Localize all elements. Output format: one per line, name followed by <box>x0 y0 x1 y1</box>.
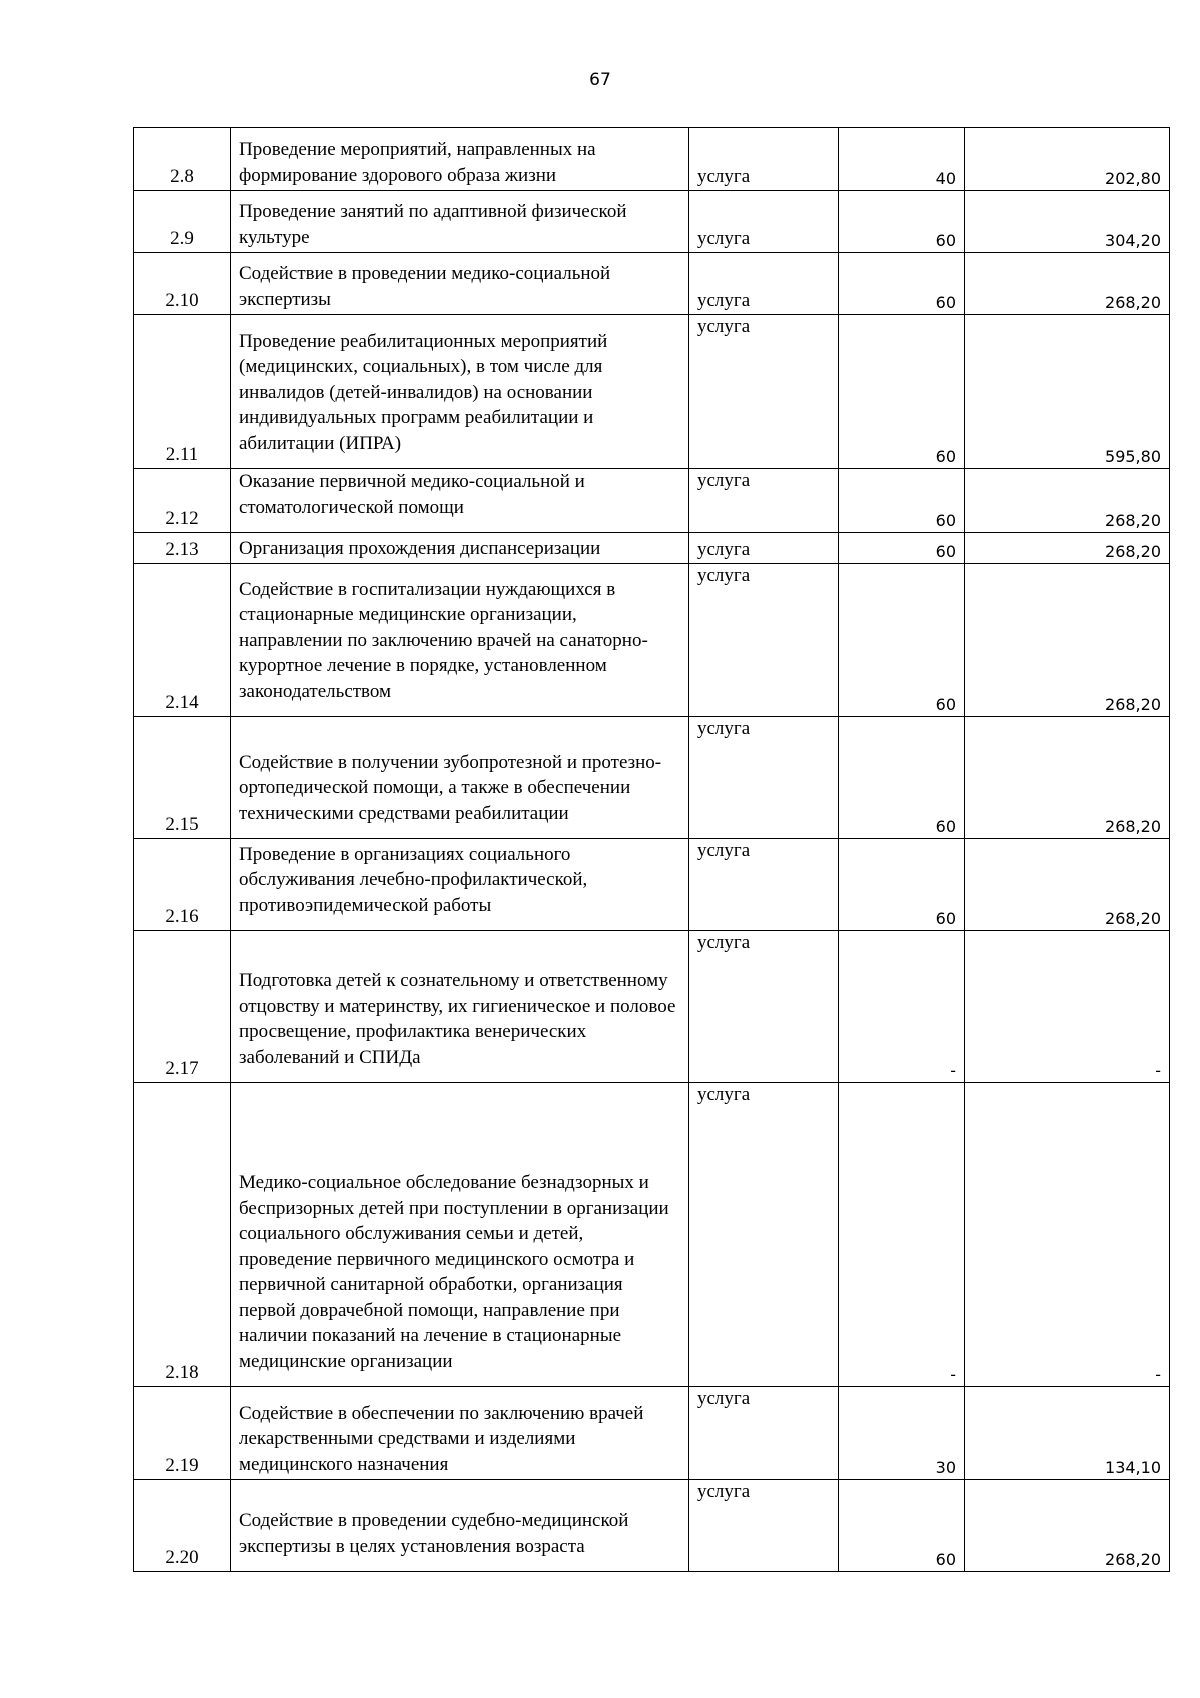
service-name: Содействие в проведении судебно-медицинской экспертизы в целях установления возраста <box>231 1480 689 1572</box>
service-quantity: 60 <box>839 839 965 931</box>
service-price: 134,10 <box>965 1387 1170 1480</box>
row-number: 2.9 <box>134 191 231 253</box>
service-name: Проведение в организациях социального обслуживания лечебно-профилактической, противоэпидемической работы <box>231 839 689 931</box>
row-number: 2.18 <box>134 1083 231 1387</box>
service-price: 202,80 <box>965 128 1170 191</box>
service-unit: услуга <box>689 253 839 315</box>
service-price: - <box>965 1083 1170 1387</box>
service-quantity: 60 <box>839 469 965 533</box>
table-row <box>134 1480 1170 1572</box>
service-quantity: 60 <box>839 315 965 469</box>
service-quantity: 40 <box>839 128 965 191</box>
service-quantity: 60 <box>839 1480 965 1572</box>
service-quantity: 60 <box>839 191 965 253</box>
service-price: 595,80 <box>965 315 1170 469</box>
table-row <box>134 191 1170 253</box>
services-table <box>133 127 1170 1572</box>
service-unit: услуга <box>689 717 839 839</box>
table-row <box>134 315 1170 469</box>
service-quantity: 60 <box>839 253 965 315</box>
service-unit: услуга <box>689 533 839 564</box>
service-quantity: - <box>839 931 965 1083</box>
service-quantity: - <box>839 1083 965 1387</box>
service-price: 268,20 <box>965 253 1170 315</box>
service-price: 268,20 <box>965 469 1170 533</box>
service-unit: услуга <box>689 315 839 469</box>
service-price: 304,20 <box>965 191 1170 253</box>
service-unit: услуга <box>689 564 839 717</box>
service-unit: услуга <box>689 128 839 191</box>
table-row <box>134 253 1170 315</box>
service-quantity: 30 <box>839 1387 965 1480</box>
service-unit: услуга <box>689 931 839 1083</box>
row-number: 2.10 <box>134 253 231 315</box>
table-row <box>134 931 1170 1083</box>
service-name: Организация прохождения диспансеризации <box>231 533 689 564</box>
service-name: Оказание первичной медико-социальной и стоматологической помощи <box>231 469 689 533</box>
service-name: Проведение занятий по адаптивной физической культуре <box>231 191 689 253</box>
row-number: 2.19 <box>134 1387 231 1480</box>
table-row <box>134 564 1170 717</box>
row-number: 2.11 <box>134 315 231 469</box>
service-unit: услуга <box>689 1083 839 1387</box>
row-number: 2.16 <box>134 839 231 931</box>
table-row <box>134 839 1170 931</box>
service-price: 268,20 <box>965 533 1170 564</box>
table-row <box>134 1387 1170 1480</box>
service-name: Содействие в получении зубопротезной и протезно-ортопедической помощи, а также в обеспечении техническими средствами реабилитации <box>231 717 689 839</box>
service-name: Проведение мероприятий, направленных на формирование здорового образа жизни <box>231 128 689 191</box>
service-price: - <box>965 931 1170 1083</box>
service-quantity: 60 <box>839 564 965 717</box>
table-row <box>134 717 1170 839</box>
row-number: 2.15 <box>134 717 231 839</box>
row-number: 2.12 <box>134 469 231 533</box>
row-number: 2.8 <box>134 128 231 191</box>
service-price: 268,20 <box>965 717 1170 839</box>
service-name: Медико-социальное обследование безнадзорных и беспризорных детей при поступлении в организации социального обслуживания семьи и детей, проведение первичного медицинского осмотра и первичной санитарной обработки, организация первой доврачебной помощи, направление при наличии показаний на лечение в стационарные медицинские организации <box>231 1083 689 1387</box>
service-unit: услуга <box>689 469 839 533</box>
page-number: 67 <box>589 70 611 90</box>
service-price: 268,20 <box>965 1480 1170 1572</box>
service-unit: услуга <box>689 839 839 931</box>
table-row <box>134 533 1170 564</box>
service-name: Содействие в госпитализации нуждающихся в стационарные медицинские организации, направлении по заключению врачей на санаторно-курортное лечение в порядке, установленном законодательством <box>231 564 689 717</box>
service-unit: услуга <box>689 191 839 253</box>
row-number: 2.17 <box>134 931 231 1083</box>
row-number: 2.14 <box>134 564 231 717</box>
row-number: 2.20 <box>134 1480 231 1572</box>
service-quantity: 60 <box>839 717 965 839</box>
service-name: Подготовка детей к сознательному и ответственному отцовству и материнству, их гигиеническое и половое просвещение, профилактика венерических заболеваний и СПИДа <box>231 931 689 1083</box>
table-row <box>134 469 1170 533</box>
service-quantity: 60 <box>839 533 965 564</box>
row-number: 2.13 <box>134 533 231 564</box>
service-price: 268,20 <box>965 839 1170 931</box>
service-unit: услуга <box>689 1480 839 1572</box>
service-name: Содействие в обеспечении по заключению врачей лекарственными средствами и изделиями медицинского назначения <box>231 1387 689 1480</box>
service-price: 268,20 <box>965 564 1170 717</box>
table-row <box>134 128 1170 191</box>
table-row <box>134 1083 1170 1387</box>
service-name: Проведение реабилитационных мероприятий (медицинских, социальных), в том числе для инвалидов (детей-инвалидов) на основании индивидуальных программ реабилитации и абилитации (ИПРА) <box>231 315 689 469</box>
service-unit: услуга <box>689 1387 839 1480</box>
service-name: Содействие в проведении медико-социальной экспертизы <box>231 253 689 315</box>
